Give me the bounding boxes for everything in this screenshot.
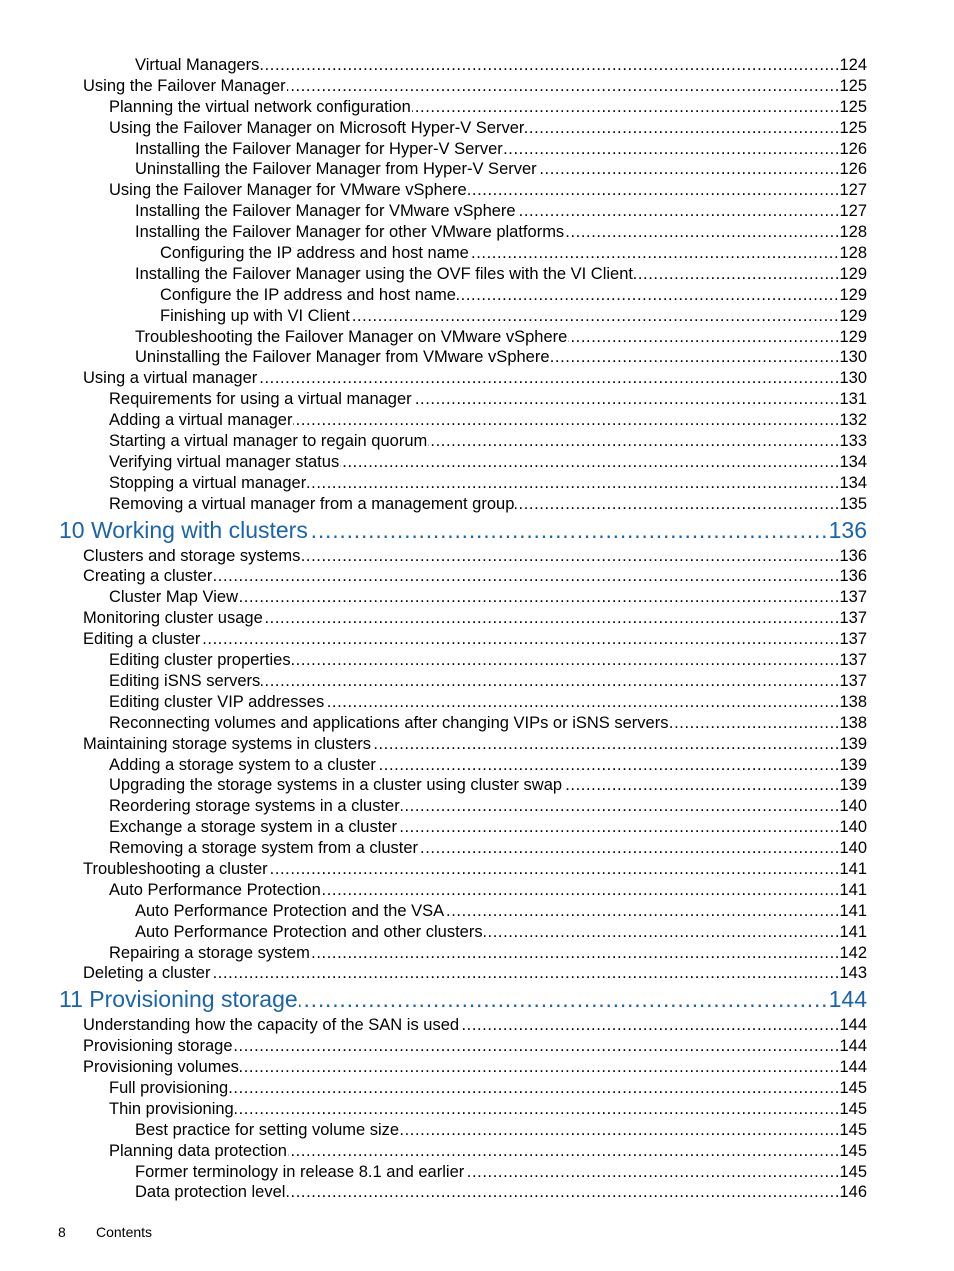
toc-entry-title: Using a virtual manager bbox=[83, 369, 258, 388]
toc-entry-page: 129 bbox=[839, 264, 867, 283]
toc-entry-title: Best practice for setting volume size bbox=[135, 1120, 400, 1139]
toc-entry-page: 129 bbox=[839, 327, 867, 346]
toc-entry-title: Understanding how the capacity of the SAN is used bbox=[83, 1016, 460, 1035]
toc-entry[interactable] bbox=[0, 1182, 954, 1203]
toc-entry-title: Exchange a storage system in a cluster bbox=[109, 818, 397, 837]
toc-entry-page: 140 bbox=[839, 839, 867, 858]
toc-chapter-entry[interactable] bbox=[0, 515, 954, 546]
toc-entry-title: Full provisioning bbox=[109, 1078, 229, 1097]
toc-entry-title: Deleting a cluster bbox=[83, 964, 211, 983]
toc-entry-title: Requirements for using a virtual manager bbox=[109, 390, 412, 409]
toc-entry[interactable] bbox=[0, 796, 954, 817]
toc-entry-title: Virtual Managers bbox=[135, 56, 260, 74]
toc-entry-page: 128 bbox=[839, 223, 867, 242]
toc-entry-page: 139 bbox=[839, 755, 867, 774]
toc-entry-page: 144 bbox=[839, 1037, 867, 1056]
toc-entry-page: 125 bbox=[839, 97, 867, 116]
toc-entry-page: 137 bbox=[839, 651, 867, 670]
toc-entry-title: Installing the Failover Manager for VMware vSphere bbox=[135, 202, 516, 221]
toc-entry-title: Clusters and storage systems bbox=[83, 546, 301, 565]
toc-entry[interactable] bbox=[0, 201, 954, 222]
toc-entry-title: Finishing up with VI Client bbox=[160, 306, 350, 325]
toc-entry-page: 146 bbox=[839, 1183, 867, 1202]
toc-entry-title: Removing a virtual manager from a management group bbox=[109, 494, 515, 513]
toc-entry-page: 129 bbox=[839, 306, 867, 325]
toc-entry-page: 141 bbox=[839, 859, 867, 878]
toc-entry-page: 145 bbox=[839, 1120, 867, 1139]
toc-entry-title: Starting a virtual manager to regain quorum bbox=[109, 432, 428, 451]
toc-entry-page: 126 bbox=[839, 160, 867, 179]
toc-entry-title: Editing cluster VIP addresses bbox=[109, 692, 325, 711]
toc-entry-title: Former terminology in release 8.1 and earlier bbox=[135, 1162, 465, 1181]
toc-entry[interactable] bbox=[0, 546, 954, 567]
toc-entry-page: 137 bbox=[839, 609, 867, 628]
toc-entry[interactable] bbox=[0, 97, 954, 118]
toc-entry-page: 130 bbox=[839, 348, 867, 367]
toc-entry[interactable] bbox=[0, 608, 954, 629]
toc-entry-title: Configure the IP address and host name bbox=[160, 285, 456, 304]
toc-entry-page: 139 bbox=[839, 776, 867, 795]
toc-entry-title: Editing iSNS servers bbox=[109, 671, 261, 690]
toc-entry[interactable] bbox=[0, 410, 954, 431]
toc-entry-title: Reordering storage systems in a cluster bbox=[109, 797, 400, 816]
toc-entry-page: 127 bbox=[839, 181, 867, 200]
toc-entry-page: 139 bbox=[839, 734, 867, 753]
toc-entry-title: Provisioning storage bbox=[83, 1037, 233, 1056]
toc-entry[interactable] bbox=[0, 963, 954, 984]
toc-entry[interactable] bbox=[0, 55, 954, 76]
toc-entry-page: 144 bbox=[828, 984, 867, 1015]
toc-entry[interactable] bbox=[0, 347, 954, 368]
toc-entry-page: 143 bbox=[839, 964, 867, 983]
toc-entry[interactable] bbox=[0, 222, 954, 243]
toc-entry-page: 129 bbox=[839, 285, 867, 304]
toc-entry-page: 138 bbox=[839, 692, 867, 711]
toc-entry-page: 126 bbox=[839, 139, 867, 158]
toc-entry[interactable] bbox=[0, 494, 954, 515]
toc-entry[interactable] bbox=[0, 901, 954, 922]
toc-entry[interactable] bbox=[0, 838, 954, 859]
toc-entry-title: Maintaining storage systems in clusters bbox=[83, 734, 371, 753]
toc-entry-title: Data protection level bbox=[135, 1183, 286, 1202]
toc-entry-title: Installing the Failover Manager for other VMware platforms bbox=[135, 223, 565, 242]
toc-entry-page: 132 bbox=[839, 411, 867, 430]
toc-entry-page: 130 bbox=[839, 369, 867, 388]
toc-entry[interactable] bbox=[0, 713, 954, 734]
toc-entry[interactable] bbox=[0, 285, 954, 306]
toc-entry-title: Stopping a virtual manager bbox=[109, 473, 307, 492]
toc-entry-page: 138 bbox=[839, 713, 867, 732]
toc-entry-title: 10 Working with clusters bbox=[59, 515, 309, 546]
toc-entry[interactable] bbox=[0, 306, 954, 327]
toc-entry-title: Planning the virtual network configuration bbox=[109, 97, 411, 116]
toc-entry-title: Troubleshooting a cluster bbox=[83, 859, 268, 878]
toc-entry[interactable] bbox=[0, 566, 954, 587]
toc-entry[interactable] bbox=[0, 1162, 954, 1183]
toc-entry[interactable] bbox=[0, 431, 954, 452]
toc-entry-title: Verifying virtual manager status bbox=[109, 452, 340, 471]
toc-entry-title: Uninstalling the Failover Manager from Hyper-V Server bbox=[135, 160, 537, 179]
toc-entry-page: 134 bbox=[839, 452, 867, 471]
toc-entry[interactable] bbox=[0, 159, 954, 180]
toc-entry[interactable] bbox=[0, 1099, 954, 1120]
toc-entry-title: Adding a storage system to a cluster bbox=[109, 755, 376, 774]
toc-entry[interactable] bbox=[0, 452, 954, 473]
toc-entry-page: 137 bbox=[839, 630, 867, 649]
toc-entry-title: Using the Failover Manager on Microsoft Hyper-V Server bbox=[109, 118, 525, 137]
toc-entry-title: Installing the Failover Manager using the OVF files with the VI Client bbox=[135, 264, 633, 283]
toc-entry-page: 142 bbox=[839, 943, 867, 962]
toc-entry[interactable] bbox=[0, 880, 954, 901]
toc-entry[interactable] bbox=[0, 243, 954, 264]
toc-entry-page: 144 bbox=[839, 1016, 867, 1035]
toc-entry-page: 136 bbox=[839, 567, 867, 586]
toc-entry-title: Upgrading the storage systems in a cluster using cluster swap bbox=[109, 776, 563, 795]
toc-entry-page: 140 bbox=[839, 797, 867, 816]
toc-entry[interactable] bbox=[0, 734, 954, 755]
toc-entry[interactable] bbox=[0, 1015, 954, 1036]
toc-entry[interactable] bbox=[0, 817, 954, 838]
toc-entry-title: Reconnecting volumes and applications after changing VIPs or iSNS servers bbox=[109, 713, 669, 732]
toc-entry[interactable] bbox=[0, 1120, 954, 1141]
toc-entry-title: 11 Provisioning storage bbox=[59, 984, 299, 1015]
toc-entry[interactable] bbox=[0, 368, 954, 389]
toc-entry[interactable] bbox=[0, 473, 954, 494]
toc-entry-page: 145 bbox=[839, 1141, 867, 1160]
footer-section-title: Contents bbox=[96, 1224, 153, 1240]
toc-entry[interactable] bbox=[0, 650, 954, 671]
toc-entry-title: Creating a cluster bbox=[83, 567, 213, 586]
toc-entry-title: Cluster Map View bbox=[109, 588, 238, 607]
toc-entry-page: 131 bbox=[839, 390, 867, 409]
toc-entry[interactable] bbox=[0, 755, 954, 776]
toc-entry-title: Removing a storage system from a cluster bbox=[109, 839, 419, 858]
toc-entry-title: Provisioning volumes bbox=[83, 1058, 239, 1077]
toc-entry[interactable] bbox=[0, 943, 954, 964]
toc-entry-title: Auto Performance Protection and other clusters bbox=[135, 922, 483, 941]
toc-entry[interactable] bbox=[0, 671, 954, 692]
toc-entry-page: 145 bbox=[839, 1162, 867, 1181]
toc-entry[interactable] bbox=[0, 1057, 954, 1078]
toc-entry-title: Editing a cluster bbox=[83, 630, 201, 649]
toc-entry-page: 145 bbox=[839, 1078, 867, 1097]
toc-entry-page: 128 bbox=[839, 244, 867, 263]
toc-entry-page: 134 bbox=[839, 473, 867, 492]
page-footer bbox=[0, 1222, 954, 1242]
toc-chapter-entry[interactable] bbox=[0, 984, 954, 1015]
table-of-contents bbox=[0, 55, 954, 1203]
toc-entry-page: 144 bbox=[839, 1058, 867, 1077]
toc-entry[interactable] bbox=[0, 264, 954, 285]
toc-entry-page: 141 bbox=[839, 901, 867, 920]
toc-entry-title: Installing the Failover Manager for Hyper-V Server bbox=[135, 139, 503, 158]
toc-entry-page: 137 bbox=[839, 588, 867, 607]
toc-entry-page: 136 bbox=[839, 546, 867, 565]
toc-entry-title: Using the Failover Manager bbox=[83, 76, 286, 95]
toc-entry-title: Planning data protection bbox=[109, 1141, 287, 1160]
toc-entry-page: 125 bbox=[839, 76, 867, 95]
toc-entry-page: 141 bbox=[839, 880, 867, 899]
toc-entry-title: Auto Performance Protection and the VSA bbox=[135, 901, 445, 920]
toc-entry[interactable] bbox=[0, 587, 954, 608]
footer-page-number: 8 bbox=[58, 1224, 66, 1240]
toc-entry-page: 141 bbox=[839, 922, 867, 941]
toc-entry-page: 145 bbox=[839, 1099, 867, 1118]
toc-entry[interactable] bbox=[0, 139, 954, 160]
toc-entry-title: Uninstalling the Failover Manager from VMware vSphere bbox=[135, 348, 550, 367]
toc-entry[interactable] bbox=[0, 389, 954, 410]
toc-entry-page: 133 bbox=[839, 432, 867, 451]
toc-entry[interactable] bbox=[0, 76, 954, 97]
toc-entry[interactable] bbox=[0, 692, 954, 713]
toc-entry[interactable] bbox=[0, 118, 954, 139]
toc-entry[interactable] bbox=[0, 1078, 954, 1099]
toc-entry-title: Auto Performance Protection bbox=[109, 880, 321, 899]
toc-entry-page: 125 bbox=[839, 118, 867, 137]
toc-entry[interactable] bbox=[0, 1036, 954, 1057]
toc-entry[interactable] bbox=[0, 1141, 954, 1162]
toc-entry-page: 140 bbox=[839, 818, 867, 837]
toc-entry[interactable] bbox=[0, 629, 954, 650]
toc-entry[interactable] bbox=[0, 922, 954, 943]
toc-entry[interactable] bbox=[0, 859, 954, 880]
toc-entry[interactable] bbox=[0, 180, 954, 201]
toc-entry-title: Using the Failover Manager for VMware vSphere bbox=[109, 181, 467, 200]
toc-entry-page: 124 bbox=[839, 56, 867, 74]
toc-entry-title: Adding a virtual manager bbox=[109, 411, 293, 430]
toc-entry-page: 136 bbox=[828, 515, 867, 546]
toc-entry-page: 135 bbox=[839, 494, 867, 513]
toc-entry-title: Monitoring cluster usage bbox=[83, 609, 263, 628]
toc-entry-title: Thin provisioning bbox=[109, 1099, 234, 1118]
toc-entry-page: 127 bbox=[839, 202, 867, 221]
toc-entry[interactable] bbox=[0, 327, 954, 348]
toc-entry-title: Editing cluster properties bbox=[109, 651, 291, 670]
toc-entry-page: 137 bbox=[839, 671, 867, 690]
toc-entry[interactable] bbox=[0, 775, 954, 796]
toc-entry-title: Configuring the IP address and host name bbox=[160, 244, 469, 263]
toc-entry-title: Troubleshooting the Failover Manager on VMware vSphere bbox=[135, 327, 568, 346]
toc-entry-title: Repairing a storage system bbox=[109, 943, 310, 962]
